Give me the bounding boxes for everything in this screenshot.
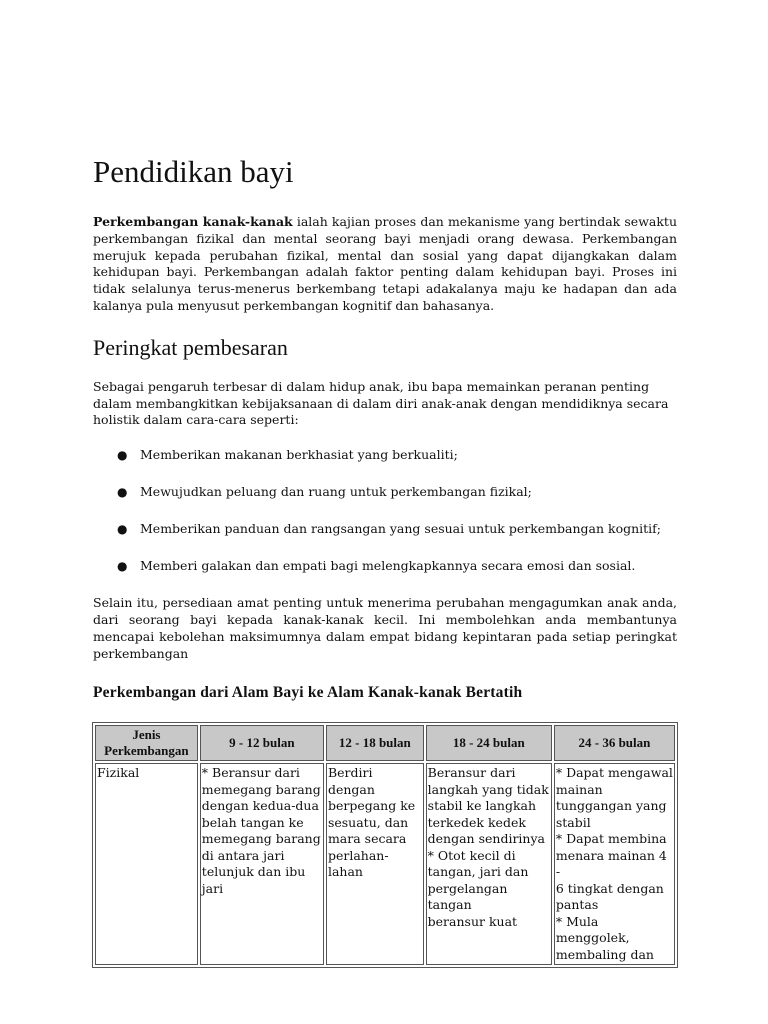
table-heading: Perkembangan dari Alam Bayi ke Alam Kanak-kanak Bertatih <box>93 684 523 702</box>
document-page <box>93 150 677 968</box>
cell-line: * Otot kecil di <box>427 847 516 863</box>
bullet-list <box>93 447 677 574</box>
intro-text: ialah kajian proses dan mekanisme yang bertindak sewaktu perkembangan fizikal dan mental seorang bayi menjadi orang dewasa. Perkembangan merujuk kepada perubahan fizikal, mental dan sosial yang dapat dijangkakan dalam kehidupan bayi. Perkembangan adalah faktor penting dalam kehidupan bayi. Proses ini tidak selalunya terus-menerus berkembang tetapi adakalanya maju ke hadapan dan ada kalanya pula menyusut perkembangan kognitif dan bahasanya. <box>93 214 677 313</box>
table-cell <box>200 763 324 965</box>
cell-line: pergelangan tangan <box>427 880 508 913</box>
cell-line: Berdiri dengan <box>327 765 375 797</box>
column-header: Jenis Perkembangan <box>95 725 198 761</box>
cell-line: mainan <box>555 781 603 797</box>
cell-line: terkedek kedek <box>427 814 526 830</box>
section-paragraph: Sebagai pengaruh terbesar di dalam hidup anak, ibu bapa memainkan peranan penting dalam membangkitkan kebijaksanaan di dalam diri anak-anak dengan mendidiknya secara holistik dalam cara-cara seperti: <box>93 378 669 428</box>
column-header: 9 - 12 bulan <box>200 725 324 761</box>
cell-line: * Dapat membina <box>555 831 667 847</box>
table-cell <box>426 763 552 965</box>
bullet-icon: ● <box>117 522 128 537</box>
table-cell: Fizikal <box>95 763 198 965</box>
cell-line: stabil ke langkah <box>427 798 537 814</box>
cell-line: perlahan-lahan <box>327 847 389 880</box>
cell-line: belah tangan ke <box>201 814 304 830</box>
cell-line: membaling dan <box>555 946 654 962</box>
table-cell <box>326 763 424 965</box>
table-row <box>95 763 675 965</box>
cell-line: langkah yang tidak <box>427 781 549 797</box>
intro-paragraph <box>93 214 677 315</box>
list-item: ● Memberikan panduan dan rangsangan yang sesuai untuk perkembangan kognitif; <box>117 521 662 537</box>
cell-line: menggolek, <box>555 930 630 946</box>
bullet-icon: ● <box>117 559 128 574</box>
cell-line: berpegang ke <box>327 798 416 814</box>
cell-line: tangan, jari dan <box>427 864 529 880</box>
column-header: 18 - 24 bulan <box>426 725 552 761</box>
column-header: 12 - 18 bulan <box>326 725 424 761</box>
closing-paragraph: Selain itu, persediaan amat penting untuk menerima perubahan mengagumkan anak anda, dari seorang bayi kepada kanak-kanak kecil. Ini membolehkan anda membantunya mencapai kebolehan maksimumnya dalam empat bidang kepintaran pada setiap peringkat perkembangan <box>93 595 677 661</box>
cell-line: tunggangan yang <box>555 798 667 814</box>
cell-line: pantas <box>555 897 599 913</box>
cell-line: dengan sendirinya <box>427 831 545 847</box>
table-header-row <box>95 725 675 761</box>
list-item: ● Mewujudkan peluang dan ruang untuk perkembangan fizikal; <box>117 484 532 500</box>
cell-line: telunjuk dan ibu <box>201 864 306 880</box>
cell-line: memegang barang <box>201 831 321 847</box>
section-heading: Peringkat pembesaran <box>93 334 288 360</box>
cell-line: di antara jari <box>201 847 285 863</box>
cell-line: memegang barang <box>201 781 321 797</box>
cell-line: mara secara <box>327 831 407 847</box>
cell-line: beransur kuat <box>427 913 518 929</box>
table-cell <box>554 763 675 965</box>
intro-bold-term: Perkembangan kanak-kanak <box>93 214 293 229</box>
bullet-icon: ● <box>117 448 128 463</box>
page-title: Pendidikan bayi <box>93 154 294 189</box>
list-item: ● Memberikan makanan berkhasiat yang berkualiti; <box>117 447 458 463</box>
cell-line: Beransur dari <box>427 765 516 781</box>
cell-line: 6 tingkat dengan <box>555 880 664 896</box>
column-header: 24 - 36 bulan <box>554 725 675 761</box>
cell-line: stabil <box>555 814 591 830</box>
cell-line: dengan kedua-dua <box>201 798 319 814</box>
cell-line: * Beransur dari <box>201 765 300 781</box>
cell-line: menara mainan 4 - <box>555 847 667 880</box>
list-item: ● Memberi galakan dan empati bagi melengkapkannya secara emosi dan sosial. <box>117 558 636 574</box>
cell-line: sesuatu, dan <box>327 814 409 830</box>
development-table <box>92 722 678 968</box>
bullet-icon: ● <box>117 485 128 500</box>
cell-line: * Dapat mengawal <box>555 765 673 781</box>
cell-line: jari <box>201 880 224 896</box>
cell-line: * Mula <box>555 913 599 929</box>
